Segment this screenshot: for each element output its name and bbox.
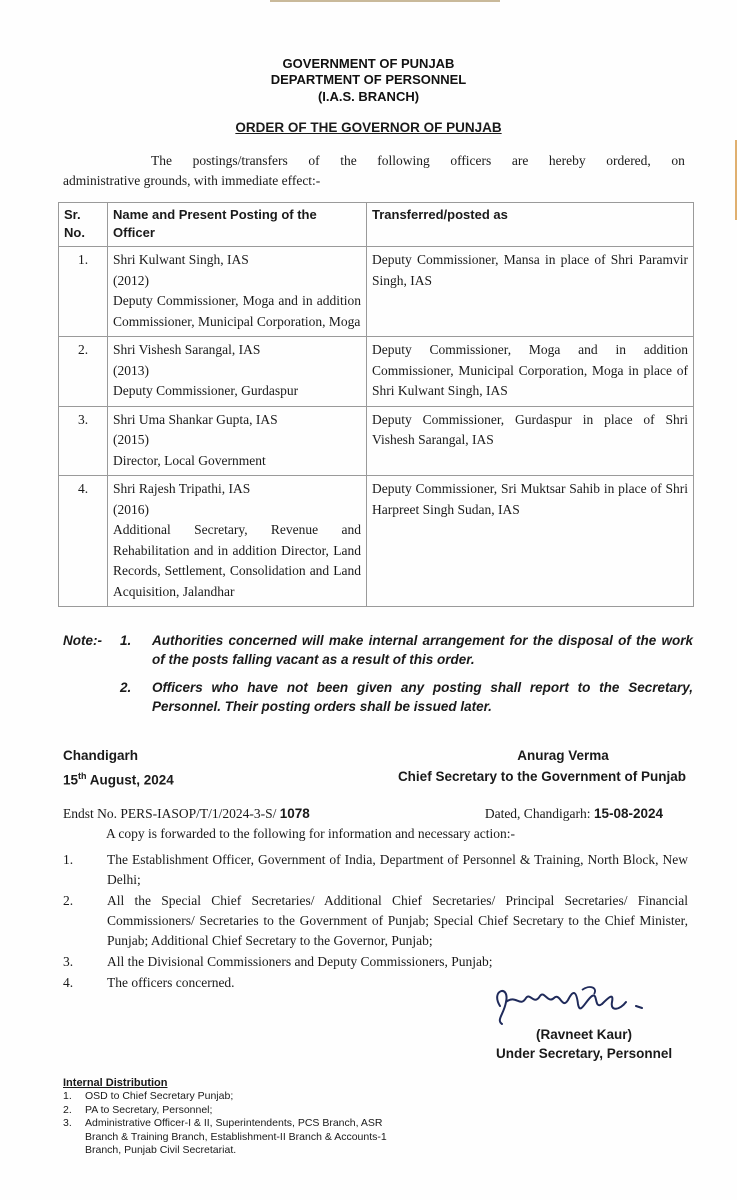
header-transferred-posted: Transferred/posted as — [367, 203, 694, 247]
row-officer — [108, 247, 367, 337]
list-item — [63, 1090, 403, 1104]
intro-word: ordered, — [606, 153, 651, 168]
place: Chandigarh — [63, 748, 139, 763]
intro-word: on — [671, 153, 685, 168]
intro-word: of — [308, 153, 320, 168]
officer-present-posting: Deputy Commissioner, Moga and in addition Commissioner, Municipal Corporation, Moga — [113, 293, 361, 329]
table-row — [59, 337, 694, 407]
officer-present-posting: Deputy Commissioner, Gurdaspur — [113, 383, 299, 398]
officer-name: Shri Rajesh Tripathi, IAS — [113, 481, 251, 496]
note-label: Note:- — [63, 633, 102, 648]
list-item — [63, 952, 688, 972]
list-number: 2. — [63, 1103, 72, 1116]
intro-word: are — [511, 153, 529, 168]
note-item — [63, 678, 693, 716]
row-sr: 1. — [59, 247, 108, 337]
list-text: PA to Secretary, Personnel; — [85, 1103, 213, 1116]
endorsement-line — [63, 806, 693, 822]
intro-word: the — [340, 153, 357, 168]
copy-list — [63, 850, 688, 994]
list-number: 4. — [63, 975, 74, 990]
place-date-block — [63, 745, 174, 791]
endorsement-date: Dated, Chandigarh: 15-08-2024 — [484, 806, 663, 821]
table-row — [59, 406, 694, 476]
under-secretary-designation: Under Secretary, Personnel — [496, 1046, 673, 1061]
list-item — [63, 891, 688, 951]
list-text: All the Special Chief Secretaries/ Additional Chief Secretaries/ Principal Secretaries/ Financial Commissioners/ Secretaries to the Government of Punjab; Special Chief Secretary to the Chief Minister, Punjab; Additional Chief Secretary to the Governor, Punjab; — [107, 893, 688, 948]
officer-name: Shri Vishesh Sarangal, IAS — [113, 342, 261, 357]
date-rest: August, 2024 — [86, 772, 174, 788]
order-title: ORDER OF THE GOVERNOR OF PUNJAB — [235, 120, 502, 135]
row-sr: 3. — [59, 406, 108, 476]
officer-batch: (2013) — [113, 362, 149, 378]
list-text: All the Divisional Commissioners and Deputy Commissioners, Punjab; — [107, 954, 493, 969]
list-text: The officers concerned. — [107, 975, 235, 990]
row-sr: 4. — [59, 476, 108, 607]
officer-batch: (2012) — [113, 272, 149, 288]
list-number: 1. — [63, 852, 74, 867]
order-date — [63, 766, 174, 791]
copy-forward-line: A copy is forwarded to the following for information and necessary action:- — [106, 826, 516, 841]
table-row — [59, 247, 694, 337]
intro-word: hereby — [548, 153, 586, 168]
list-item — [63, 1117, 403, 1158]
intro-line-1 — [63, 151, 685, 171]
note-text: Officers who have not been given any posting shall report to the Secretary, Personnel. Their posting orders shall be issued later. — [152, 680, 693, 714]
handwritten-signature — [486, 980, 676, 1030]
table-row — [59, 476, 694, 607]
internal-distribution-list — [63, 1090, 403, 1158]
notes-section — [63, 631, 693, 725]
under-secretary-name: (Ravneet Kaur) — [536, 1027, 633, 1042]
header-department: DEPARTMENT OF PERSONNEL — [270, 72, 467, 87]
row-posted-as: Deputy Commissioner, Moga and in addition Commissioner, Municipal Corporation, Moga in place of Shri Kulwant Singh, IAS — [367, 337, 694, 407]
list-number: 3. — [63, 954, 74, 969]
note-text: Authorities concerned will make internal arrangement for the disposal of the work of the posts falling vacant as a result of this order. — [152, 633, 693, 667]
row-posted-as: Deputy Commissioner, Gurdaspur in place of Shri Vishesh Sarangal, IAS — [367, 406, 694, 476]
note-number: 2. — [120, 680, 132, 695]
header-name-posting: Name and Present Posting of the Officer — [108, 203, 367, 247]
intro-word: postings/transfers — [192, 153, 288, 168]
row-sr: 2. — [59, 337, 108, 407]
header-government: GOVERNMENT OF PUNJAB — [282, 56, 455, 71]
row-officer — [108, 406, 367, 476]
table-header-row — [59, 203, 694, 247]
list-number: 2. — [63, 893, 74, 908]
header-branch: (I.A.S. BRANCH) — [317, 89, 420, 104]
list-number: 1. — [63, 1090, 72, 1102]
officer-batch: (2016) — [113, 501, 149, 517]
list-item — [63, 850, 688, 890]
list-item — [63, 1104, 403, 1118]
intro-word: following — [377, 153, 430, 168]
signatory-designation: Chief Secretary to the Government of Punjab — [397, 769, 686, 784]
endorsement-number: Endst No. PERS-IASOP/T/1/2024-3-S/ 1078 — [63, 806, 310, 821]
list-text: Administrative Officer-I & II, Superintendents, PCS Branch, ASR Branch & Training Branch, Establishment-II Branch & Accounts-1 Branch, Punjab Civil Secretariat. — [85, 1117, 387, 1156]
intro-line-2: administrative grounds, with immediate effect:- — [63, 173, 321, 188]
list-text: OSD to Chief Secretary Punjab; — [85, 1090, 234, 1102]
note-number: 1. — [120, 633, 132, 648]
note-item — [63, 631, 693, 669]
date-suffix: th — [78, 771, 87, 781]
intro-word: The — [151, 153, 172, 168]
officer-present-posting: Director, Local Government — [113, 452, 266, 468]
officer-present-posting: Additional Secretary, Revenue and Rehabilitation and in addition Director, Land Records, Settlement, Consolidation and Land Acquisition, Jalandhar — [113, 522, 361, 599]
officer-name: Shri Kulwant Singh, IAS — [113, 252, 249, 267]
signatory-block — [380, 745, 686, 787]
date-day: 15 — [63, 772, 79, 788]
officer-name: Shri Uma Shankar Gupta, IAS — [113, 411, 278, 427]
signatory-name: Anurag Verma — [517, 748, 609, 763]
row-posted-as: Deputy Commissioner, Mansa in place of Shri Paramvir Singh, IAS — [367, 247, 694, 337]
postings-table — [58, 202, 694, 607]
intro-paragraph — [63, 151, 685, 191]
intro-word: officers — [450, 153, 492, 168]
list-text: The Establishment Officer, Government of India, Department of Personnel & Training, North Block, New Delhi; — [107, 852, 688, 887]
list-number: 3. — [63, 1117, 72, 1129]
row-officer — [108, 476, 367, 607]
officer-batch: (2015) — [113, 432, 149, 447]
top-edge-line — [270, 0, 500, 2]
internal-distribution-title: Internal Distribution — [63, 1077, 168, 1089]
row-officer — [108, 337, 367, 407]
header-sr-no: Sr. No. — [59, 203, 108, 247]
row-posted-as: Deputy Commissioner, Sri Muktsar Sahib in place of Shri Harpreet Singh Sudan, IAS — [367, 476, 694, 607]
